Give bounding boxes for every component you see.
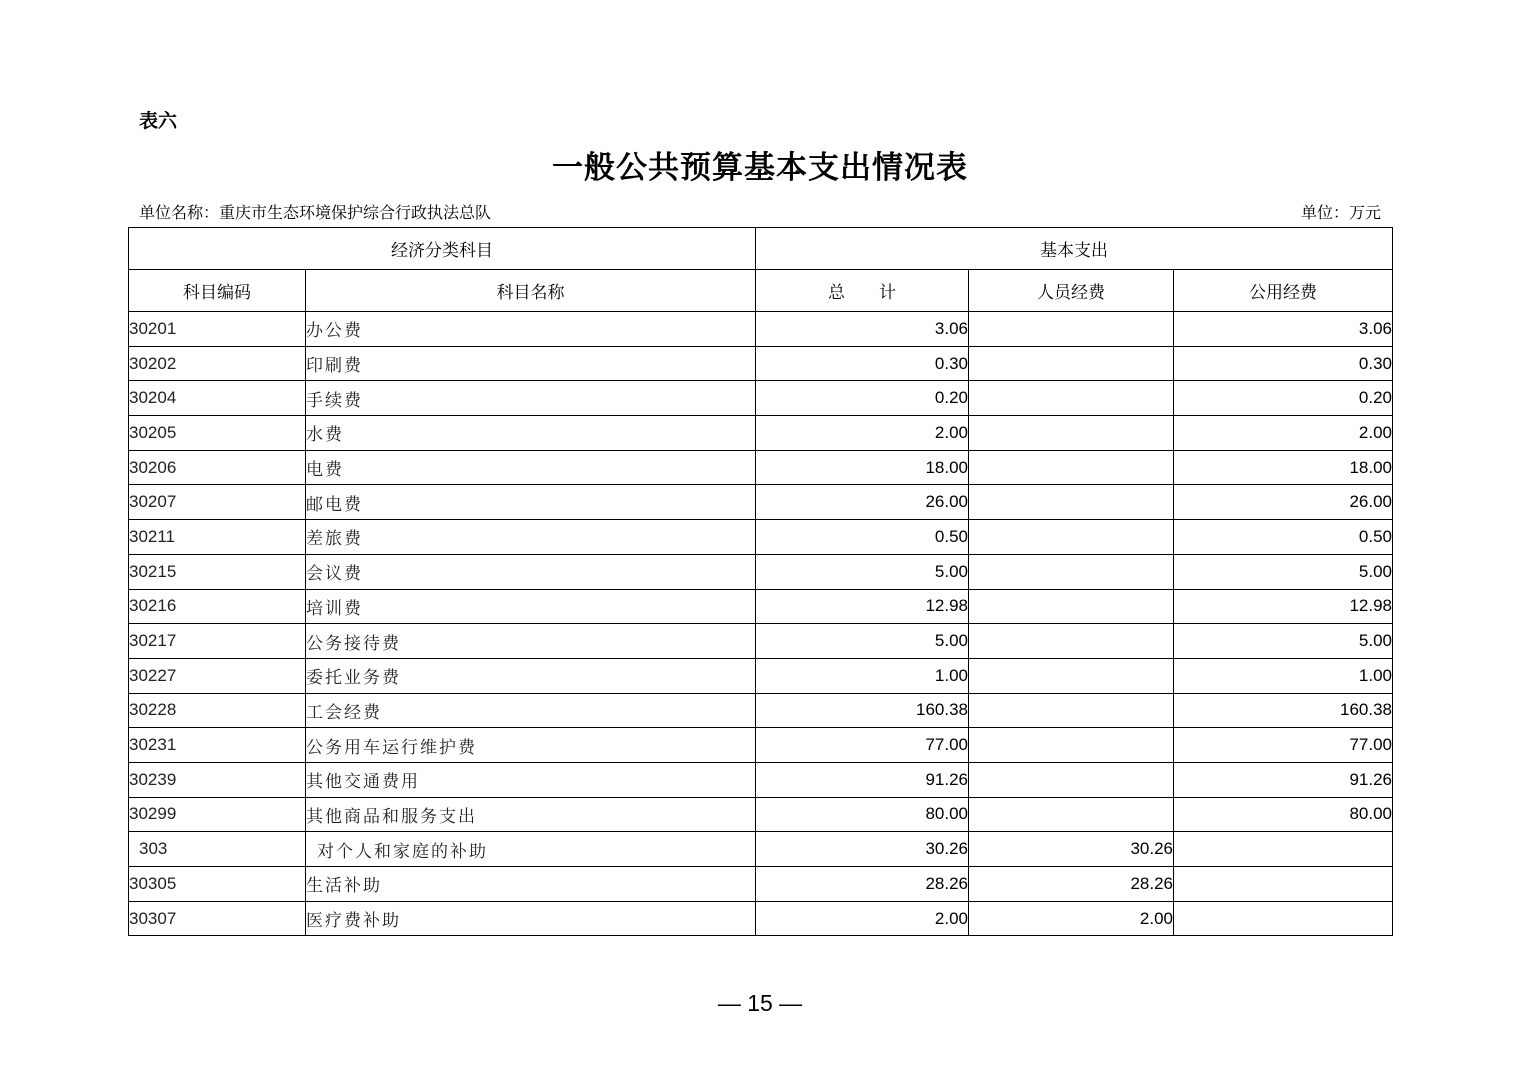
row-code: 30227 — [129, 658, 306, 693]
row-personnel — [969, 762, 1174, 797]
budget-table — [128, 227, 1393, 936]
row-name: 差旅费 — [306, 520, 756, 555]
row-total: 2.00 — [756, 901, 969, 936]
row-personnel — [969, 797, 1174, 832]
row-public: 5.00 — [1174, 554, 1393, 589]
page-title: 一般公共预算基本支出情况表 — [552, 150, 968, 186]
row-personnel — [969, 728, 1174, 763]
row-public: 5.00 — [1174, 624, 1393, 659]
row-code: 30216 — [129, 589, 306, 624]
table-row — [129, 728, 1393, 763]
row-total: 0.50 — [756, 520, 969, 555]
row-public: 80.00 — [1174, 797, 1393, 832]
header-total: 总 计 — [756, 270, 969, 312]
row-public: 160.38 — [1174, 693, 1393, 728]
row-personnel: 30.26 — [969, 832, 1174, 867]
row-personnel: 2.00 — [969, 901, 1174, 936]
row-code: 30239 — [129, 762, 306, 797]
row-public: 77.00 — [1174, 728, 1393, 763]
row-name: 工会经费 — [306, 693, 756, 728]
table-row — [129, 312, 1393, 347]
row-name: 印刷费 — [306, 346, 756, 381]
row-code: 30205 — [129, 416, 306, 451]
row-personnel — [969, 554, 1174, 589]
row-name: 委托业务费 — [306, 658, 756, 693]
table-row — [129, 624, 1393, 659]
row-name: 其他商品和服务支出 — [306, 797, 756, 832]
row-total: 5.00 — [756, 624, 969, 659]
row-total: 77.00 — [756, 728, 969, 763]
row-code: 30215 — [129, 554, 306, 589]
row-personnel — [969, 520, 1174, 555]
unit-name: 单位名称：重庆市生态环境保护综合行政执法总队 — [139, 203, 492, 222]
row-public — [1174, 832, 1393, 867]
row-name: 办公费 — [306, 312, 756, 347]
row-personnel — [969, 312, 1174, 347]
row-public: 0.30 — [1174, 346, 1393, 381]
row-code: 30204 — [129, 381, 306, 416]
row-code: 30299 — [129, 797, 306, 832]
row-name: 其他交通费用 — [306, 762, 756, 797]
page-number: — 15 — — [717, 990, 803, 1016]
unit-label: 单位：万元 — [1300, 203, 1381, 222]
table-row — [129, 832, 1393, 867]
row-name: 公务接待费 — [306, 624, 756, 659]
table-row — [129, 762, 1393, 797]
row-total: 28.26 — [756, 867, 969, 902]
row-personnel: 28.26 — [969, 867, 1174, 902]
row-total: 5.00 — [756, 554, 969, 589]
row-public: 3.06 — [1174, 312, 1393, 347]
table-row — [129, 693, 1393, 728]
row-public: 91.26 — [1174, 762, 1393, 797]
row-public: 0.20 — [1174, 381, 1393, 416]
row-name: 生活补助 — [306, 867, 756, 902]
row-code: 30206 — [129, 450, 306, 485]
table-row — [129, 658, 1393, 693]
table-row — [129, 797, 1393, 832]
row-public: 0.50 — [1174, 520, 1393, 555]
row-code: 303 — [129, 832, 306, 867]
table-row — [129, 901, 1393, 936]
row-public: 26.00 — [1174, 485, 1393, 520]
table-row — [129, 867, 1393, 902]
row-code: 30207 — [129, 485, 306, 520]
row-total: 1.00 — [756, 658, 969, 693]
header-personnel: 人员经费 — [969, 270, 1174, 312]
row-code: 30305 — [129, 867, 306, 902]
table-row — [129, 520, 1393, 555]
row-code: 30201 — [129, 312, 306, 347]
row-name: 培训费 — [306, 589, 756, 624]
table-number: 表六 — [139, 110, 178, 132]
row-total: 3.06 — [756, 312, 969, 347]
row-name: 公务用车运行维护费 — [306, 728, 756, 763]
row-total: 2.00 — [756, 416, 969, 451]
table-row — [129, 554, 1393, 589]
table-row — [129, 346, 1393, 381]
row-personnel — [969, 381, 1174, 416]
header-economic-category: 经济分类科目 — [129, 228, 756, 270]
table-body — [129, 312, 1393, 936]
row-total: 26.00 — [756, 485, 969, 520]
row-code: 30228 — [129, 693, 306, 728]
row-personnel — [969, 485, 1174, 520]
row-public: 18.00 — [1174, 450, 1393, 485]
row-total: 18.00 — [756, 450, 969, 485]
row-total: 80.00 — [756, 797, 969, 832]
row-public: 1.00 — [1174, 658, 1393, 693]
row-total: 12.98 — [756, 589, 969, 624]
row-name: 手续费 — [306, 381, 756, 416]
table-row — [129, 381, 1393, 416]
table-row — [129, 589, 1393, 624]
header-name: 科目名称 — [306, 270, 756, 312]
row-personnel — [969, 450, 1174, 485]
row-total: 0.20 — [756, 381, 969, 416]
row-total: 0.30 — [756, 346, 969, 381]
row-code: 30202 — [129, 346, 306, 381]
row-personnel — [969, 589, 1174, 624]
row-public: 12.98 — [1174, 589, 1393, 624]
row-public — [1174, 901, 1393, 936]
row-name: 电费 — [306, 450, 756, 485]
row-personnel — [969, 658, 1174, 693]
row-name: 医疗费补助 — [306, 901, 756, 936]
table-row — [129, 416, 1393, 451]
row-public — [1174, 867, 1393, 902]
header-column-row — [129, 270, 1393, 312]
row-total: 30.26 — [756, 832, 969, 867]
row-name: 会议费 — [306, 554, 756, 589]
row-code: 30231 — [129, 728, 306, 763]
row-personnel — [969, 693, 1174, 728]
row-code: 30217 — [129, 624, 306, 659]
row-code: 30307 — [129, 901, 306, 936]
header-basic-expenditure: 基本支出 — [756, 228, 1393, 270]
row-total: 160.38 — [756, 693, 969, 728]
row-total: 91.26 — [756, 762, 969, 797]
header-public: 公用经费 — [1174, 270, 1393, 312]
header-group-row — [129, 228, 1393, 270]
table-row — [129, 485, 1393, 520]
row-code: 30211 — [129, 520, 306, 555]
table-row — [129, 450, 1393, 485]
row-personnel — [969, 416, 1174, 451]
row-public: 2.00 — [1174, 416, 1393, 451]
row-name: 水费 — [306, 416, 756, 451]
row-name: 对个人和家庭的补助 — [306, 832, 756, 867]
row-name: 邮电费 — [306, 485, 756, 520]
row-personnel — [969, 624, 1174, 659]
header-code: 科目编码 — [129, 270, 306, 312]
row-personnel — [969, 346, 1174, 381]
